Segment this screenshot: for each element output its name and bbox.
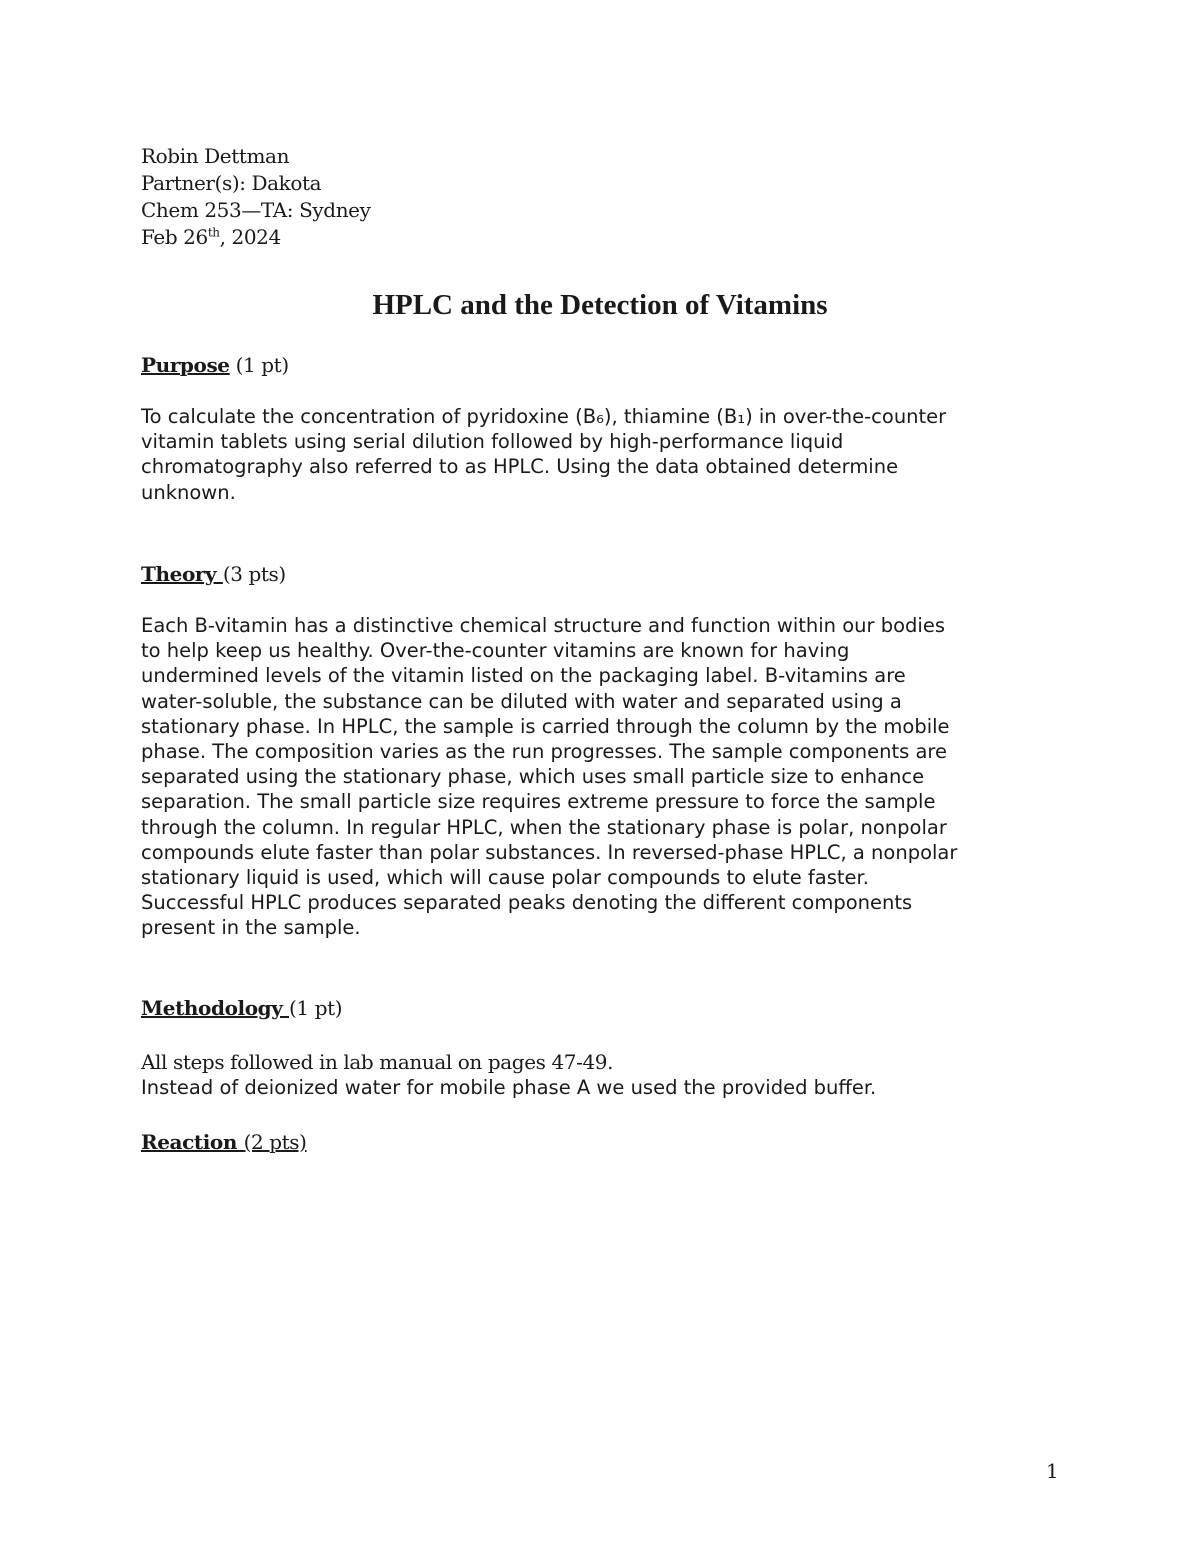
purpose-line: unknown. xyxy=(141,480,236,504)
purpose-line: vitamin tablets using serial dilution followed by high-performance liquid xyxy=(141,430,844,454)
reaction-points: (2 pts) xyxy=(243,1130,307,1154)
methodology-line-2 xyxy=(141,1075,1061,1100)
purpose-points: (1 pt) xyxy=(229,353,289,377)
document-title: HPLC and the Detection of Vitamins xyxy=(372,289,828,321)
theory-heading-label: Theory xyxy=(141,562,223,586)
theory-line: compounds elute faster than polar substances. In reversed-phase HPLC, a nonpolar xyxy=(141,840,958,864)
theory-points: (3 pts) xyxy=(222,562,286,586)
purpose-heading-label: Purpose xyxy=(141,353,230,377)
methodology-heading xyxy=(141,995,342,1021)
course-line: Chem 253—TA: Sydney xyxy=(141,198,371,222)
date-line xyxy=(141,224,281,251)
theory-line: to help keep us healthy. Over-the-counter vitamins are known for having xyxy=(141,639,850,663)
page-number: 1 xyxy=(1046,1459,1059,1483)
theory-line: water-soluble, the substance can be diluted with water and separated using a xyxy=(141,689,902,713)
theory-line: through the column. In regular HPLC, when the stationary phase is polar, nonpolar xyxy=(141,815,947,839)
methodology-points: (1 pt) xyxy=(289,996,343,1020)
theory-line: Each B-vitamin has a distinctive chemical structure and function within our bodies xyxy=(141,614,945,637)
theory-line: present in the sample. xyxy=(141,916,361,940)
theory-line: Successful HPLC produces separated peaks denoting the different components xyxy=(141,891,913,915)
theory-paragraph xyxy=(141,613,1061,941)
methodology-line-1: All steps followed in lab manual on pages 47-49. xyxy=(141,1050,614,1074)
theory-heading xyxy=(141,561,286,587)
theory-line: separated using the stationary phase, which uses small particle size to enhance xyxy=(141,765,925,789)
date-suffix: , 2024 xyxy=(219,225,281,249)
methodology-line-2-text: Instead of deionized water for mobile phase A we used the provided buffer. xyxy=(141,1076,877,1099)
theory-line: phase. The composition varies as the run progresses. The sample components are xyxy=(141,740,948,764)
theory-line: stationary phase. In HPLC, the sample is carried through the column by the mobile xyxy=(141,714,950,738)
author-name: Robin Dettman xyxy=(141,144,290,168)
purpose-heading xyxy=(141,352,289,378)
theory-line: undermined levels of the vitamin listed on the packaging label. B-vitamins are xyxy=(141,664,906,688)
purpose-paragraph xyxy=(141,404,1061,505)
theory-line: stationary liquid is used, which will cause polar compounds to elute faster. xyxy=(141,866,869,890)
methodology-heading-label: Methodology xyxy=(141,996,290,1020)
purpose-line: chromatography also referred to as HPLC. Using the data obtained determine xyxy=(141,455,899,479)
reaction-heading-label: Reaction xyxy=(141,1130,244,1154)
purpose-line: To calculate the concentration of pyridoxine (B₆), thiamine (B₁) in over-the-counter xyxy=(141,405,947,428)
reaction-heading xyxy=(141,1129,307,1155)
date-superscript: th xyxy=(207,225,220,240)
date-prefix: Feb 26 xyxy=(141,225,208,249)
partners-line: Partner(s): Dakota xyxy=(141,171,322,195)
theory-line: separation. The small particle size requires extreme pressure to force the sample xyxy=(141,790,936,814)
